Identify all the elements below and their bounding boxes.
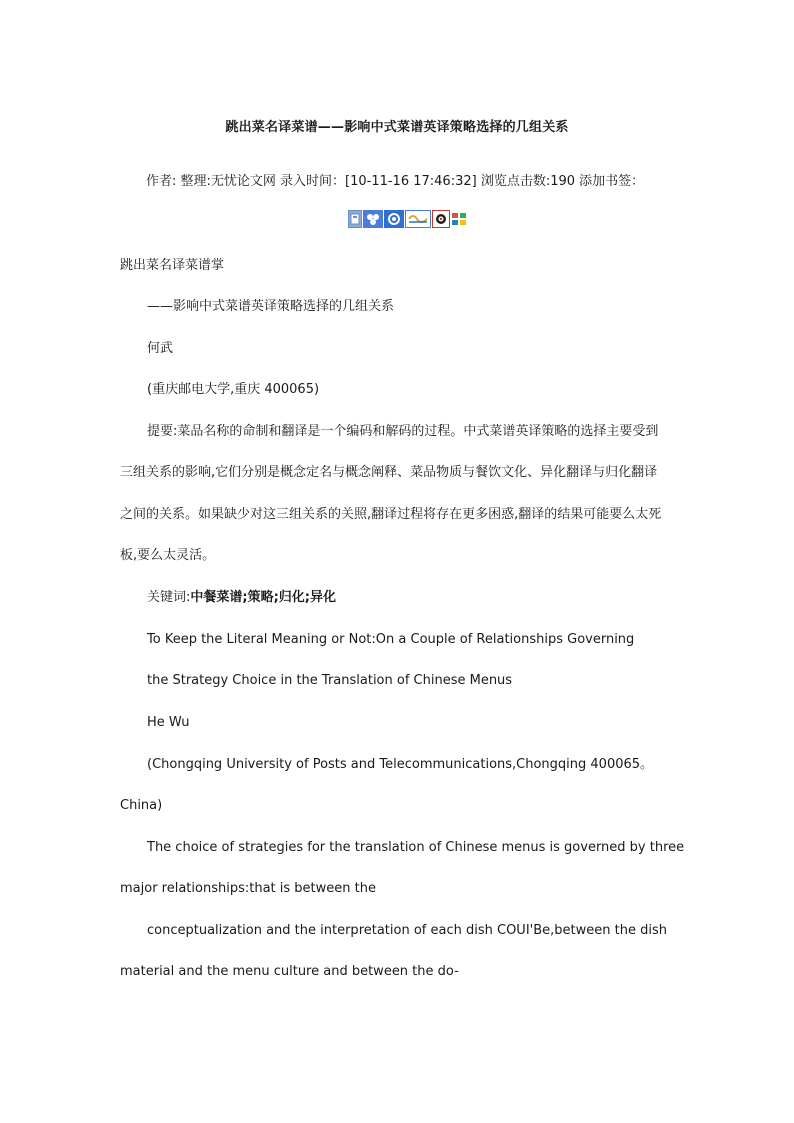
bookmark-site-1-icon[interactable] — [348, 210, 362, 228]
article-heading: 跳出菜名译菜谱掌 — [120, 258, 225, 273]
english-abstract-line: material and the menu culture and between the do- — [120, 964, 459, 979]
english-affiliation: China) — [120, 798, 163, 813]
bookmark-site-6-icon[interactable] — [451, 210, 467, 228]
keywords-value: 中餐菜谱;策略;归化;异化 — [190, 590, 336, 605]
article-subtitle: ——影响中式菜谱英译策略选择的几组关系 — [147, 299, 395, 314]
english-author: He Wu — [147, 715, 190, 730]
abstract-line: 提要:菜品名称的命制和翻译是一个编码和解码的过程。中式菜谱英译策略的选择主要受到 — [147, 424, 659, 439]
keywords — [147, 590, 336, 606]
bookmark-icon-bar — [348, 210, 467, 228]
bookmark-site-2-icon[interactable] — [363, 210, 383, 228]
author-affiliation: (重庆邮电大学,重庆 400065) — [147, 382, 320, 397]
page-title: 跳出菜名译菜谱——影响中式菜谱英译策略选择的几组关系 — [225, 120, 569, 135]
bookmark-site-5-icon[interactable] — [432, 210, 450, 228]
abstract-line: 板,要么太灵活。 — [120, 548, 216, 563]
english-abstract-line: The choice of strategies for the translation of Chinese menus is governed by three — [147, 840, 685, 855]
english-abstract-line: major relationships:that is between the — [120, 881, 376, 896]
english-title-line: To Keep the Literal Meaning or Not:On a Couple of Relationships Governing — [147, 632, 635, 647]
english-abstract-line: conceptualization and the interpretation of each dish COUI'Be,between the dish — [147, 923, 667, 938]
english-title-line: the Strategy Choice in the Translation of Chinese Menus — [147, 673, 513, 688]
article-meta: 作者: 整理:无忧论文网 录入时间：[10-11-16 17:46:32] 浏览点击数:190 添加书签： — [146, 174, 645, 189]
keywords-label: 关键词: — [147, 590, 191, 605]
bookmark-site-3-icon[interactable] — [384, 210, 404, 228]
abstract-line: 之间的关系。如果缺少对这三组关系的关照,翻译过程将存在更多困惑,翻译的结果可能要么太死 — [120, 507, 662, 522]
english-affiliation: (Chongqing University of Posts and Telecommunications,Chongqing 400065。 — [147, 757, 654, 772]
abstract-line: 三组关系的影响,它们分别是概念定名与概念阐释、菜品物质与餐饮文化、异化翻译与归化翻译 — [120, 465, 658, 480]
author-name: 何武 — [147, 341, 174, 356]
bookmark-site-4-icon[interactable] — [405, 210, 431, 228]
